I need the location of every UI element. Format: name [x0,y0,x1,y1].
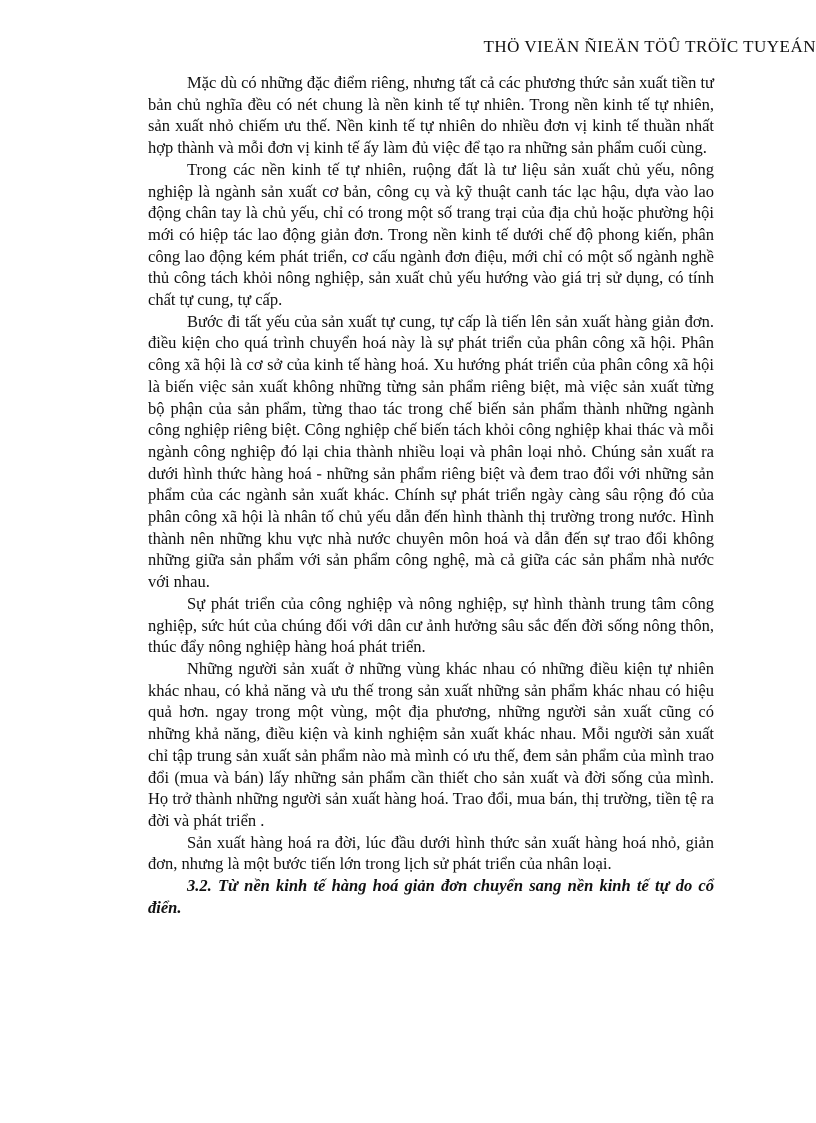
paragraph: Những người sản xuất ở những vùng khác nhau có những điều kiện tự nhiên khác nhau, có khả năng và ưu thế trong sản xuất những sản phẩm khác nhau có hiệu quả hơn. ngay trong một vùng, một địa phương, những người sản xuất cũng có những khả năng, điều kiện và kinh nghiệm sản xuất khác nhau. Mỗi người sản xuất chỉ tập trung sản xuất sản phẩm nào mà mình có ưu thế, đem sản phẩm của mình trao đổi (mua và bán) lấy những sản phẩm cần thiết cho sản xuất và đời sống của mình. Họ trở thành những người sản xuất hàng hoá. Trao đổi, mua bán, thị trường, tiền tệ ra đời và phát triển . [148,658,714,830]
paragraph: Bước đi tất yếu của sản xuất tự cung, tự cấp là tiến lên sản xuất hàng giản đơn. điều kiện cho quá trình chuyển hoá này là sự phát triển của phân công xã hội. Phân công xã hội là cơ sở của kinh tế hàng hoá. Xu hướng phát triển của phân công xã hội là biến việc sản xuất không những từng sản phẩm riêng biệt, mà việc sản xuất từng bộ phận của sản phẩm, từng thao tác trong chế biến sản phẩm thành những ngành công nghiệp riêng biệt. Công nghiệp chế biến tách khỏi công nghiệp khai thác và mỗi ngành công nghiệp đó lại chia thành nhiều loại và phân loại nhỏ. Chúng sản xuất ra dưới hình thức hàng hoá - những sản phẩm riêng biệt và đem trao đổi với những sản phẩm của các ngành sản xuất khác. Chính sự phát triển ngày càng sâu rộng đó của phân công xã hội là nhân tố chủ yếu dẫn đến hình thành thị trường trong nước. Hình thành nên những khu vực nhà nước chuyên môn hoá và dẫn đến sự trao đổi không những giữa sản phẩm với sản phẩm công nghệ, mà cả giữa các sản phẩm nhà nước với nhau. [148,311,714,592]
paragraph: Trong các nền kinh tế tự nhiên, ruộng đất là tư liệu sản xuất chủ yếu, nông nghiệp là ngành sản xuất cơ bản, công cụ và kỹ thuật canh tác lạc hậu, dựa vào lao động chân tay là chủ yếu, chỉ có trong một số trang trại của địa chủ hoặc phường hội mới có hiệp tác lao động giản đơn. Trong nền kinh tế dưới chế độ phong kiến, phân công lao động kém phát triển, cơ cấu ngành đơn điệu, mới chỉ có một số ngành nghề thủ công tách khỏi nông nghiệp, sản xuất chủ yếu hướng vào giá trị sử dụng, có tính chất tự cung, tự cấp. [148,159,714,310]
paragraph: Sự phát triển của công nghiệp và nông nghiệp, sự hình thành trung tâm công nghiệp, sức hút của chúng đối với dân cư ảnh hưởng sâu sắc đến đời sống nông thôn, thúc đẩy nông nghiệp hàng hoá phát triển. [148,593,714,657]
paragraph: Sản xuất hàng hoá ra đời, lúc đầu dưới hình thức sản xuất hàng hoá nhỏ, giản đơn, nhưng là một bước tiến lớn trong lịch sử phát triển của nhân loại. [148,832,714,874]
section-heading: 3.2. Từ nền kinh tế hàng hoá giản đơn chuyển sang nền kinh tế tự do cổ điển. [148,876,714,917]
paragraph: Mặc dù có những đặc điểm riêng, nhưng tất cả các phương thức sản xuất tiền tư bản chủ nghĩa đều có nét chung là nền kinh tế tự nhiên. Trong nền kinh tế tự nhiên, sản xuất nhỏ chiếm ưu thế. Nền kinh tế tự nhiên do nhiều đơn vị kinh tế thuần nhất hợp thành và mỗi đơn vị kinh tế ấy làm đủ việc để tạo ra những sản phẩm cuối cùng. [148,73,714,158]
running-header: THÖ VIEÄN ÑIEÄN TÖÛ TRÖÏC TUYEÁN [483,37,816,56]
body-text [148,72,714,918]
